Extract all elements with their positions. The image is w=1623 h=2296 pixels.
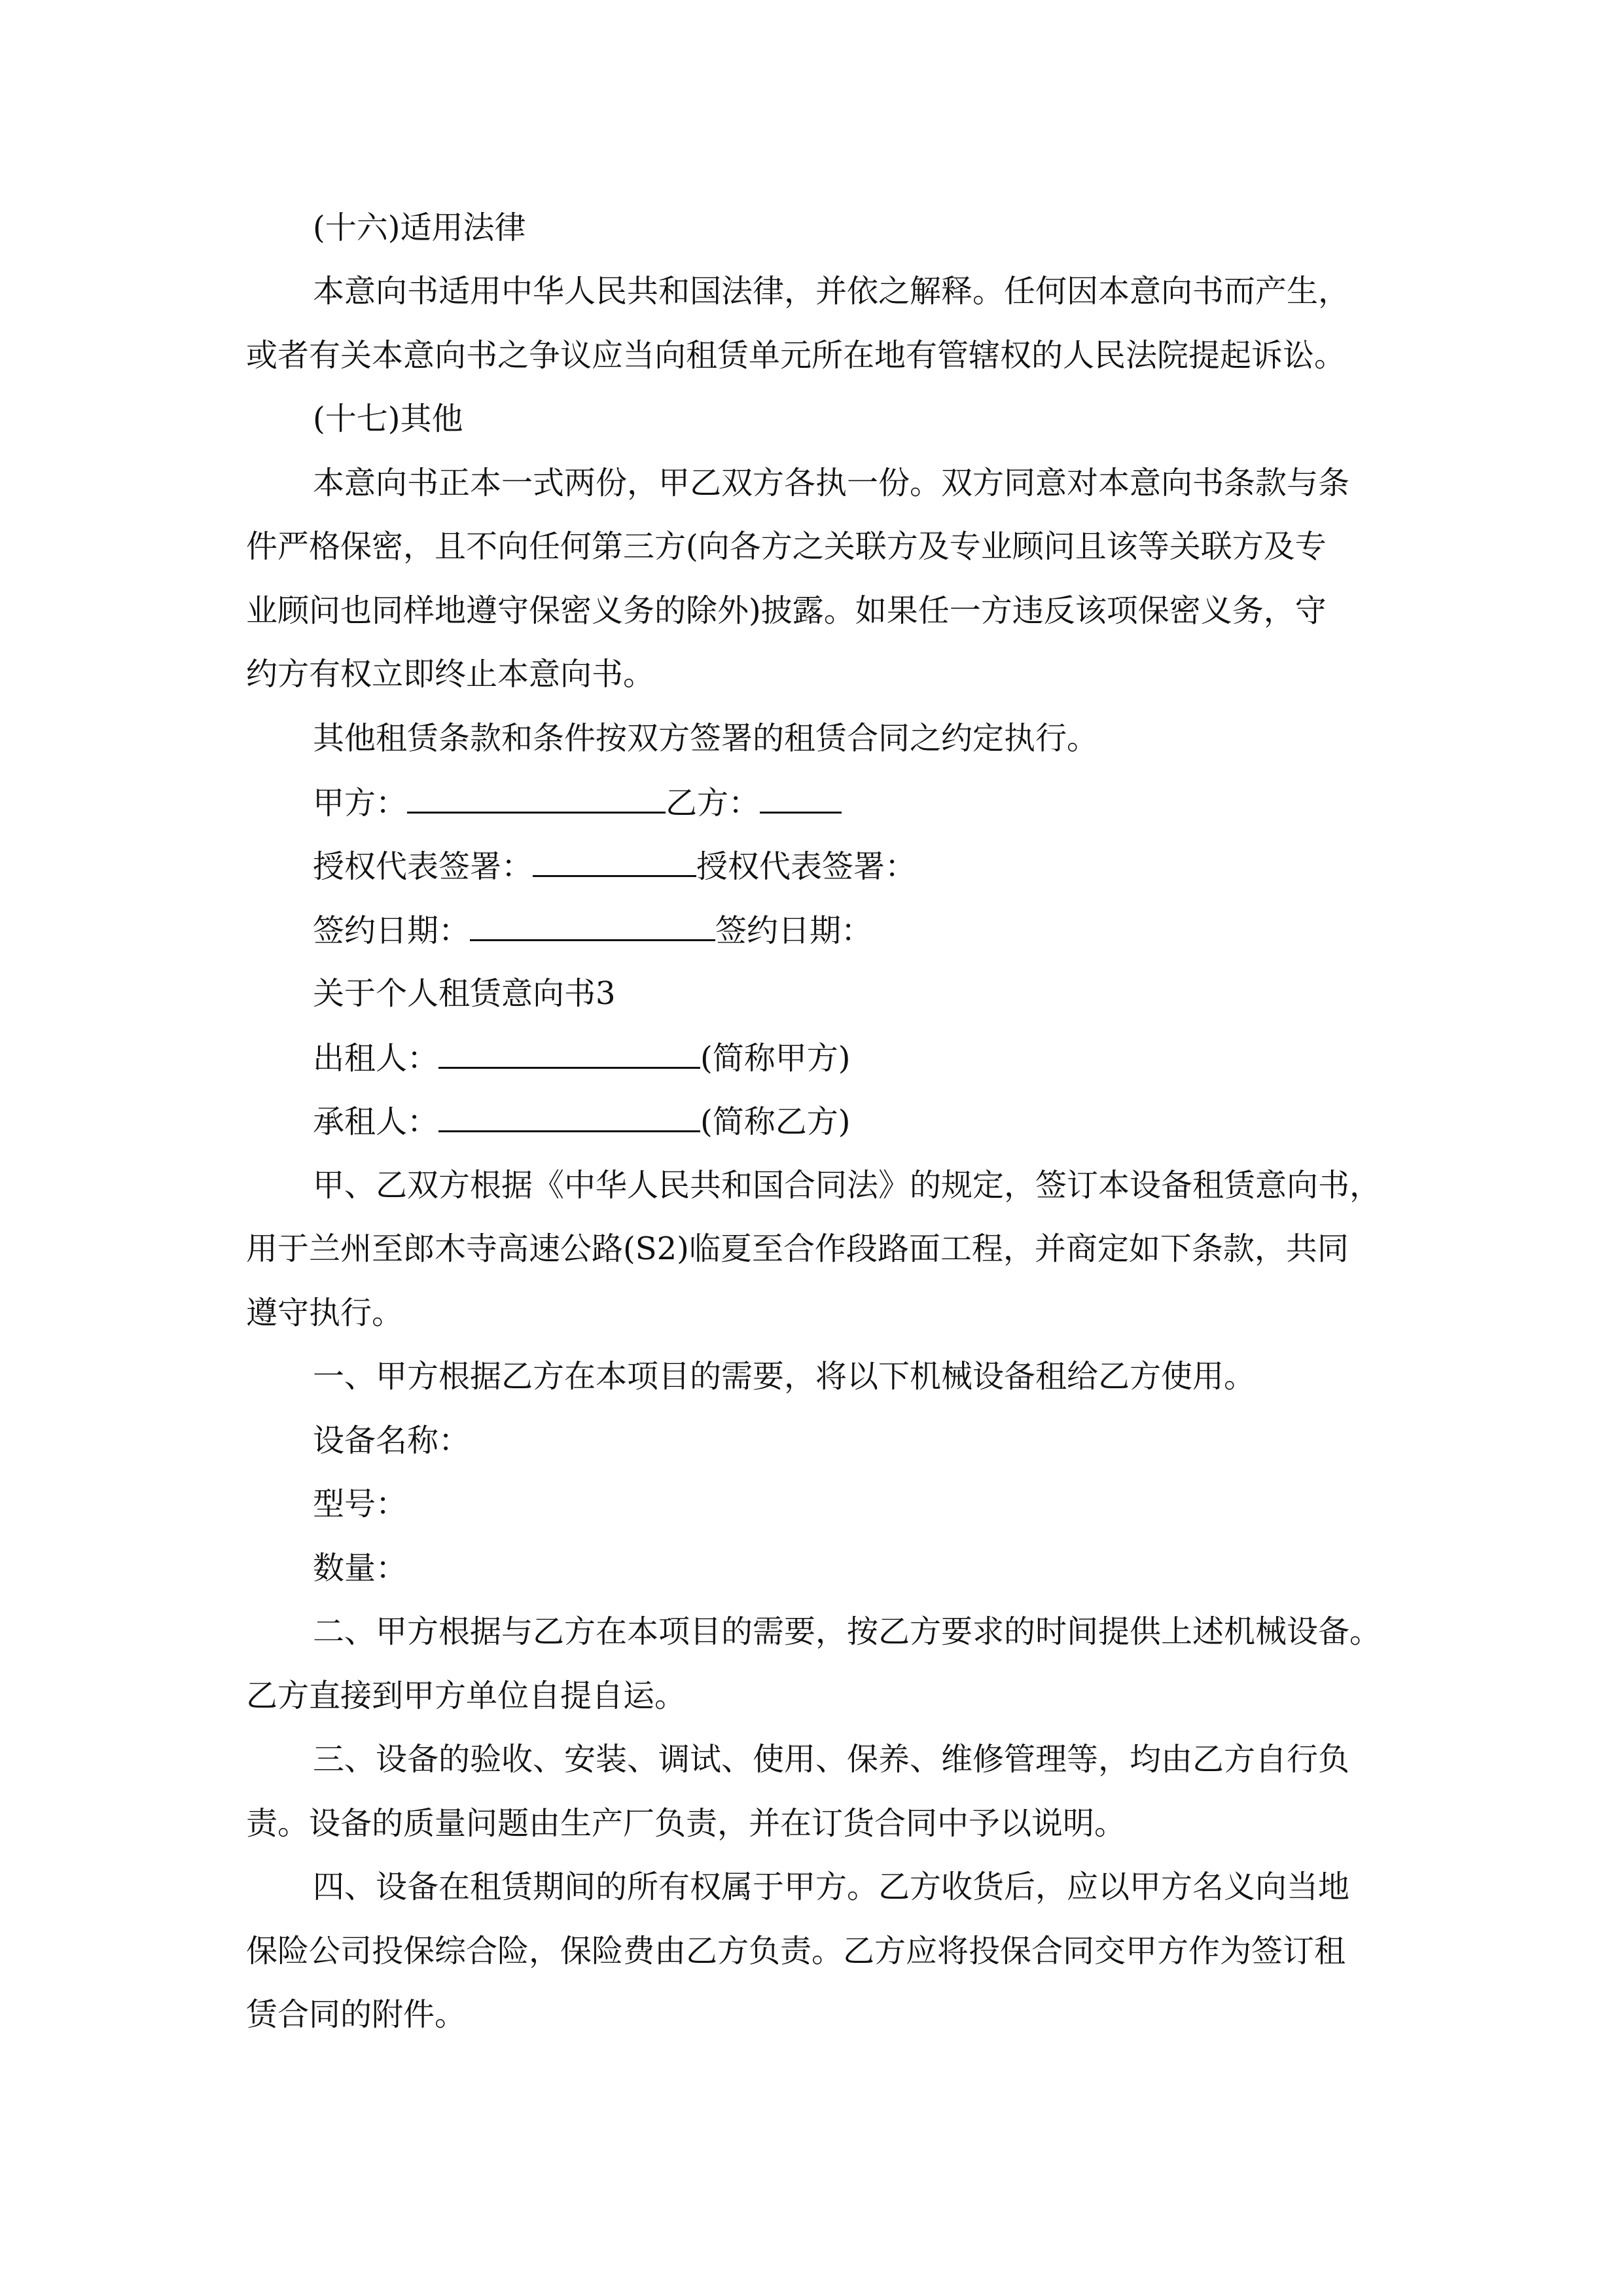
signature-row-representative — [313, 846, 916, 886]
equipment-model-label: 型号： — [313, 1486, 408, 1522]
date-b-label: 签约日期： — [715, 912, 873, 949]
lessee-row — [313, 1102, 850, 1141]
document-title: 关于个人租赁意向书3 — [313, 975, 616, 1012]
lessor-label: 出租人： — [313, 1040, 439, 1077]
paragraph-line: 遵守执行。 — [246, 1295, 404, 1331]
equipment-quantity-label: 数量： — [313, 1550, 408, 1587]
lessor-suffix: (简称甲方) — [700, 1040, 851, 1077]
clause-2-line: 二、甲方根据与乙方在本项目的需要，按乙方要求的时间提供上述机械设备。 — [313, 1613, 1382, 1650]
lessee-blank[interactable] — [438, 1102, 700, 1132]
signature-row-date — [313, 910, 872, 950]
party-b-blank[interactable] — [760, 783, 842, 814]
equipment-name-label: 设备名称： — [313, 1422, 471, 1459]
party-a-blank[interactable] — [407, 783, 666, 814]
rep-a-label: 授权代表签署： — [313, 848, 533, 885]
section-heading-17: (十七)其他 — [313, 401, 463, 437]
rep-a-blank[interactable] — [533, 846, 696, 877]
paragraph-line: 甲、乙双方根据《中华人民共和国合同法》的规定，签订本设备租赁意向书， — [313, 1167, 1382, 1204]
clause-1: 一、甲方根据乙方在本项目的需要，将以下机械设备租给乙方使用。 — [313, 1358, 1256, 1395]
lessor-blank[interactable] — [438, 1038, 700, 1069]
clause-4-line: 赁合同的附件。 — [246, 1996, 467, 2033]
party-b-label: 乙方： — [666, 785, 760, 821]
lessee-suffix: (简称乙方) — [700, 1103, 851, 1140]
party-a-label: 甲方： — [313, 785, 408, 821]
date-a-blank[interactable] — [470, 910, 715, 941]
paragraph-line: 或者有关本意向书之争议应当向租赁单元所在地有管辖权的人民法院提起诉讼。 — [246, 337, 1346, 374]
clause-4-line: 四、设备在租赁期间的所有权属于甲方。乙方收货后，应以甲方名义向当地 — [313, 1869, 1350, 1905]
paragraph-line: 件严格保密，且不向任何第三方(向各方之关联方及专业顾问且该等关联方及专 — [246, 528, 1327, 565]
clause-2-line: 乙方直接到甲方单位自提自运。 — [246, 1677, 687, 1714]
paragraph-line: 约方有权立即终止本意向书。 — [246, 656, 655, 692]
clause-4-line: 保险公司投保综合险，保险费由乙方负责。乙方应将投保合同交甲方作为签订租 — [246, 1933, 1346, 1969]
section-heading-16: (十六)适用法律 — [313, 209, 526, 246]
date-a-label: 签约日期： — [313, 912, 471, 949]
clause-3-line: 责。设备的质量问题由生产厂负责，并在订货合同中予以说明。 — [246, 1805, 1126, 1842]
paragraph-line: 本意向书适用中华人民共和国法律，并依之解释。任何因本意向书而产生， — [313, 273, 1350, 310]
clause-3-line: 三、设备的验收、安装、调试、使用、保养、维修管理等，均由乙方自行负 — [313, 1741, 1350, 1778]
signature-row-party — [313, 783, 842, 823]
paragraph-line: 其他租赁条款和条件按双方签署的租赁合同之约定执行。 — [313, 720, 1099, 757]
paragraph-line: 业顾问也同样地遵守保密义务的除外)披露。如果任一方违反该项保密义务，守 — [246, 592, 1327, 629]
lessor-row — [313, 1038, 850, 1078]
rep-b-label: 授权代表签署： — [696, 848, 917, 885]
lessee-label: 承租人： — [313, 1103, 439, 1140]
paragraph-line: 用于兰州至郎木寺高速公路(S2)临夏至合作段路面工程，并商定如下条款，共同 — [246, 1230, 1349, 1267]
paragraph-line: 本意向书正本一式两份，甲乙双方各执一份。双方同意对本意向书条款与条 — [313, 465, 1350, 501]
